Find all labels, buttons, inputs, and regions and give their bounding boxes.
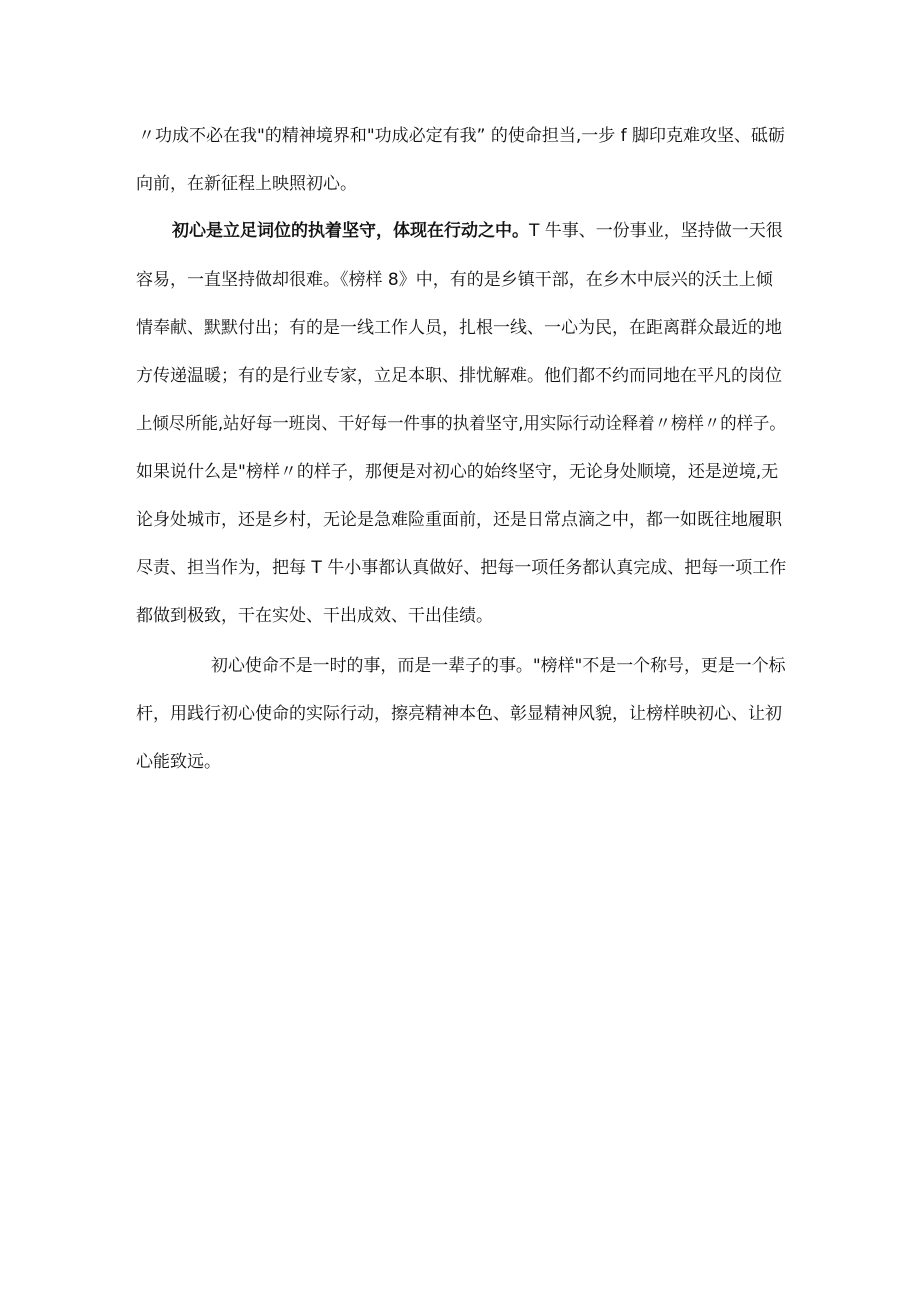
paragraph-3-line-3: 心能致远。: [136, 752, 221, 772]
paragraph-2-line-1-text: T 牛事、一份事业，坚持做一天很: [529, 221, 783, 241]
paragraph-1-line-1: 〃功成不必在我"的精神境界和"功成必定有我” 的使命担当,一步 f 脚印克难攻坚、砥砺: [138, 126, 786, 146]
paragraph-2-line-8: 尽责、担当作为，把每 T 牛小事都认真做好、把每一项任务都认真完成、把每一项工作: [136, 558, 787, 578]
paragraph-2-line-7: 论身处城市，还是乡村，无论是急难险重面前，还是日常点滴之中，都一如既往地履职: [136, 510, 782, 530]
paragraph-1-line-2: 向前，在新征程上映照初心。: [136, 174, 357, 194]
paragraph-2-line-3: 情奉献、默默付出；有的是一线工作人员，扎根一线、一心为民，在距离群众最近的地: [136, 318, 782, 338]
paragraph-2-line-4: 方传递温暖；有的是行业专家，立足本职、排忧解难。他们都不约而同地在平凡的岗位: [136, 366, 782, 386]
paragraph-2-line-9: 都做到极致，干在实处、干出成效、干出佳绩。: [136, 606, 493, 626]
paragraph-2-line-6: 如果说什么是"榜样〃的样子，那便是对初心的始终坚守，无论身处顺境，还是逆境,无: [136, 462, 779, 482]
paragraph-2-line-1: [172, 219, 783, 243]
paragraph-3-line-2: 杆，用践行初心使命的实际行动，擦亮精神本色、彰显精神风貌，让榜样映初心、让初: [136, 704, 782, 724]
paragraph-2-line-5: 上倾尽所能,站好每一班岗、干好每一件事的执着坚守,用实际行动诠释着〃榜样〃的样子。: [136, 414, 786, 434]
paragraph-2-line-2: 容易，一直坚持做却很难。《榜样 8》中，有的是乡镇干部，在乡木中辰兴的沃土上倾: [136, 270, 773, 290]
paragraph-2-lead: 初心是立足词位的执着坚守，体现在行动之中。: [172, 221, 529, 241]
paragraph-3-line-1: 初心使命不是一时的事，而是一辈子的事。"榜样"不是一个称号，更是一个标: [211, 656, 786, 676]
